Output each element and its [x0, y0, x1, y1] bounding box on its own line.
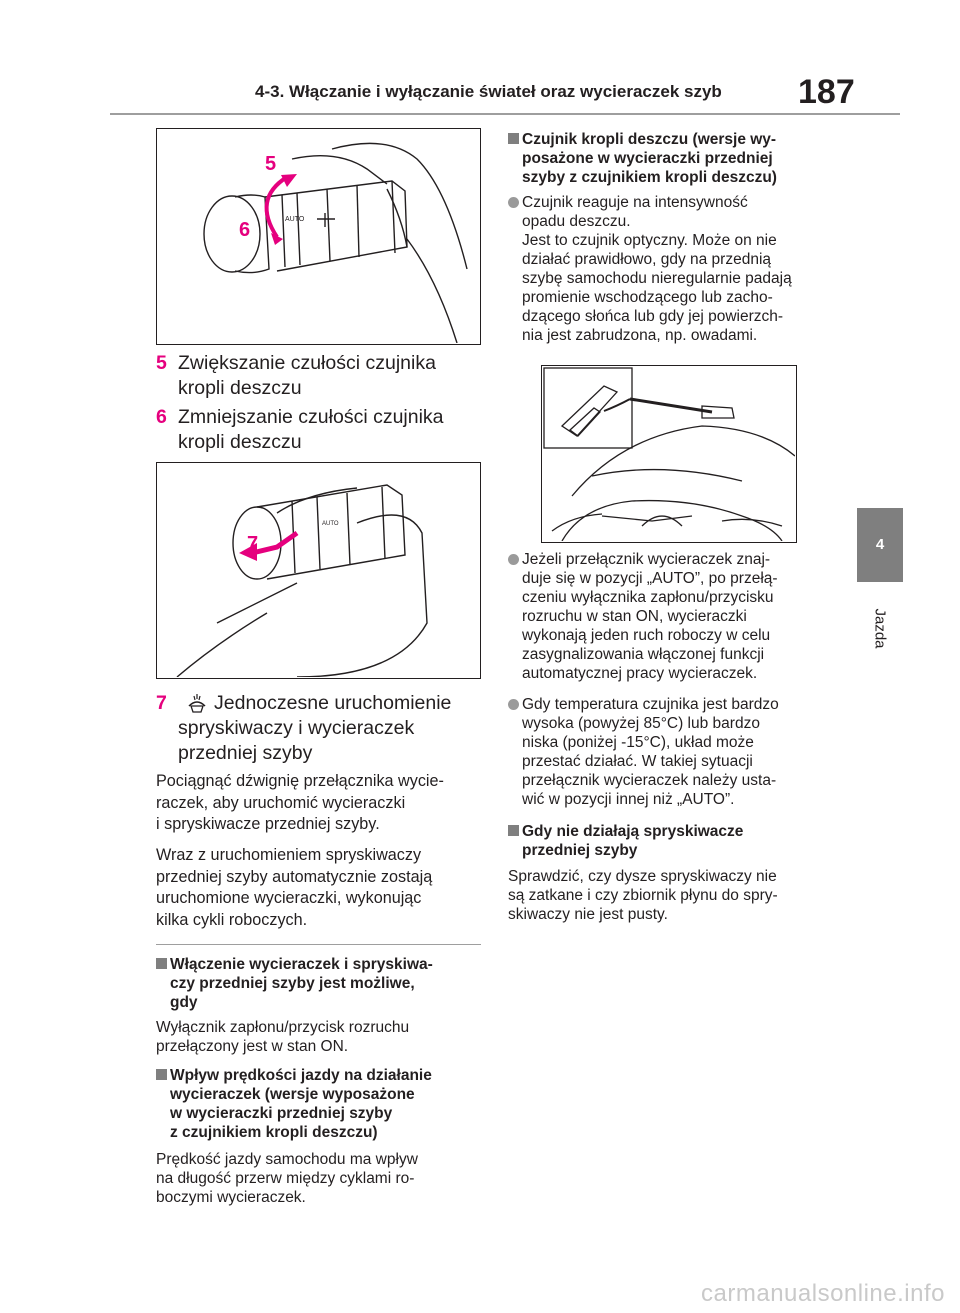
item-7: 7 Jednoczesne uruchomienie spryskiwaczy i wycieraczek przedniej szyby [156, 692, 452, 764]
heading-rain-sensor: Czujnik kropli deszczu (wersje wy- posażone w wycieraczki przedniej szyby z czujnikiem kropli deszczu) [508, 130, 848, 190]
bullet-auto-position: Jeżeli przełącznik wycieraczek znaj- duje się w pozycji „AUTO”, po przełą- czeniu wyłącznika zapłonu/przycisku rozruchu w stan ON, wycieraczki wykonają jeden ruch roboczy w celu zasygnalizowania włączonej funkcji automatycznej pracy wycieraczek. [508, 550, 848, 690]
square-bullet-icon [508, 825, 519, 836]
label-7: 7 [247, 533, 259, 555]
paragraph-pull-lever: Pociągnąć dźwignię przełącznika wycie- raczek, aby uruchomić wycieraczki i spryskiwacze przedniej szyby. [156, 772, 444, 833]
figure-wiper-sensitivity [156, 128, 481, 345]
paragraph-washer-cycles: Wraz z uruchomieniem spryskiwaczy przedniej szyby automatycznie zostają uruchomione wycieraczki, wykonując kilka cykli roboczych. [156, 846, 433, 929]
section-divider [156, 944, 481, 945]
figure-washer-lever [156, 462, 481, 679]
heading-washers-not-working: Gdy nie działają spryskiwacze przedniej szyby [508, 822, 848, 862]
round-bullet-icon [508, 699, 519, 710]
square-bullet-icon [508, 133, 519, 144]
bullet-sensor-reacts: Czujnik reaguje na intensywność opadu deszczu. Jest to czujnik optyczny. Może on nie działać prawidłowo, gdy na przednią szybę samochodu nieregularnie padają promienie wschodzącego lub zacho- dzącego słońca lub gdy jej powierzch- nia jest zabrudzona, np. owadami. [508, 193, 848, 353]
watermark: carmanualsonline.info [701, 1280, 945, 1307]
svg-text:AUTO: AUTO [285, 216, 305, 223]
lever-illustration [157, 129, 479, 343]
car-sensor-illustration [542, 366, 795, 541]
item-5: 5 Zwiększanie czułości czujnika kropli deszczu [156, 352, 436, 399]
square-bullet-icon [156, 1069, 167, 1080]
square-bullet-icon [156, 958, 167, 969]
figure-rain-sensor-car [541, 365, 797, 543]
chapter-label: Jazda [871, 608, 889, 649]
section-title: 4-3. Włączanie i wyłączanie świateł oraz wycieraczek szyb [255, 82, 722, 101]
svg-text:AUTO: AUTO [322, 521, 339, 527]
text-ignition-on: Wyłącznik zapłonu/przycisk rozruchu przełączony jest w stan ON. [156, 1019, 410, 1055]
washer-lever-illustration [157, 463, 479, 677]
heading-washer-condition: Włączenie wycieraczek i spryskiwa- czy przedniej szyby jest możliwe, gdy [156, 955, 486, 1015]
text-speed-influence: Prędkość jazdy samochodu ma wpływ na długość przerw między cyklami ro- boczymi wycieraczek. [156, 1151, 418, 1206]
item-6: 6 Zmniejszanie czułości czujnika kropli deszczu [156, 406, 444, 453]
label-6: 6 [239, 219, 251, 241]
label-5: 5 [265, 153, 277, 175]
chapter-tab[interactable]: 4 [857, 508, 903, 582]
round-bullet-icon [508, 554, 519, 565]
page-number: 187 [798, 73, 855, 111]
text-check-nozzles: Sprawdzić, czy dysze spryskiwaczy nie są zatkane i czy zbiornik płynu do spry- skiwaczy nie jest pusty. [508, 868, 778, 923]
heading-speed-influence: Wpływ prędkości jazdy na działanie wycieraczek (wersje wyposażone w wycieraczki przedniej szyby z czujnikiem kropli deszczu) [156, 1066, 486, 1146]
bullet-temperature: Gdy temperatura czujnika jest bardzo wysoka (powyżej 85°C) lub bardzo niska (poniżej -15°C), układ może przestać działać. W takiej sytuacji przełącznik wycieraczek należy usta- wić w pozycji innej niż „AUTO”. [508, 695, 848, 815]
round-bullet-icon [508, 197, 519, 208]
header-divider [110, 113, 900, 115]
